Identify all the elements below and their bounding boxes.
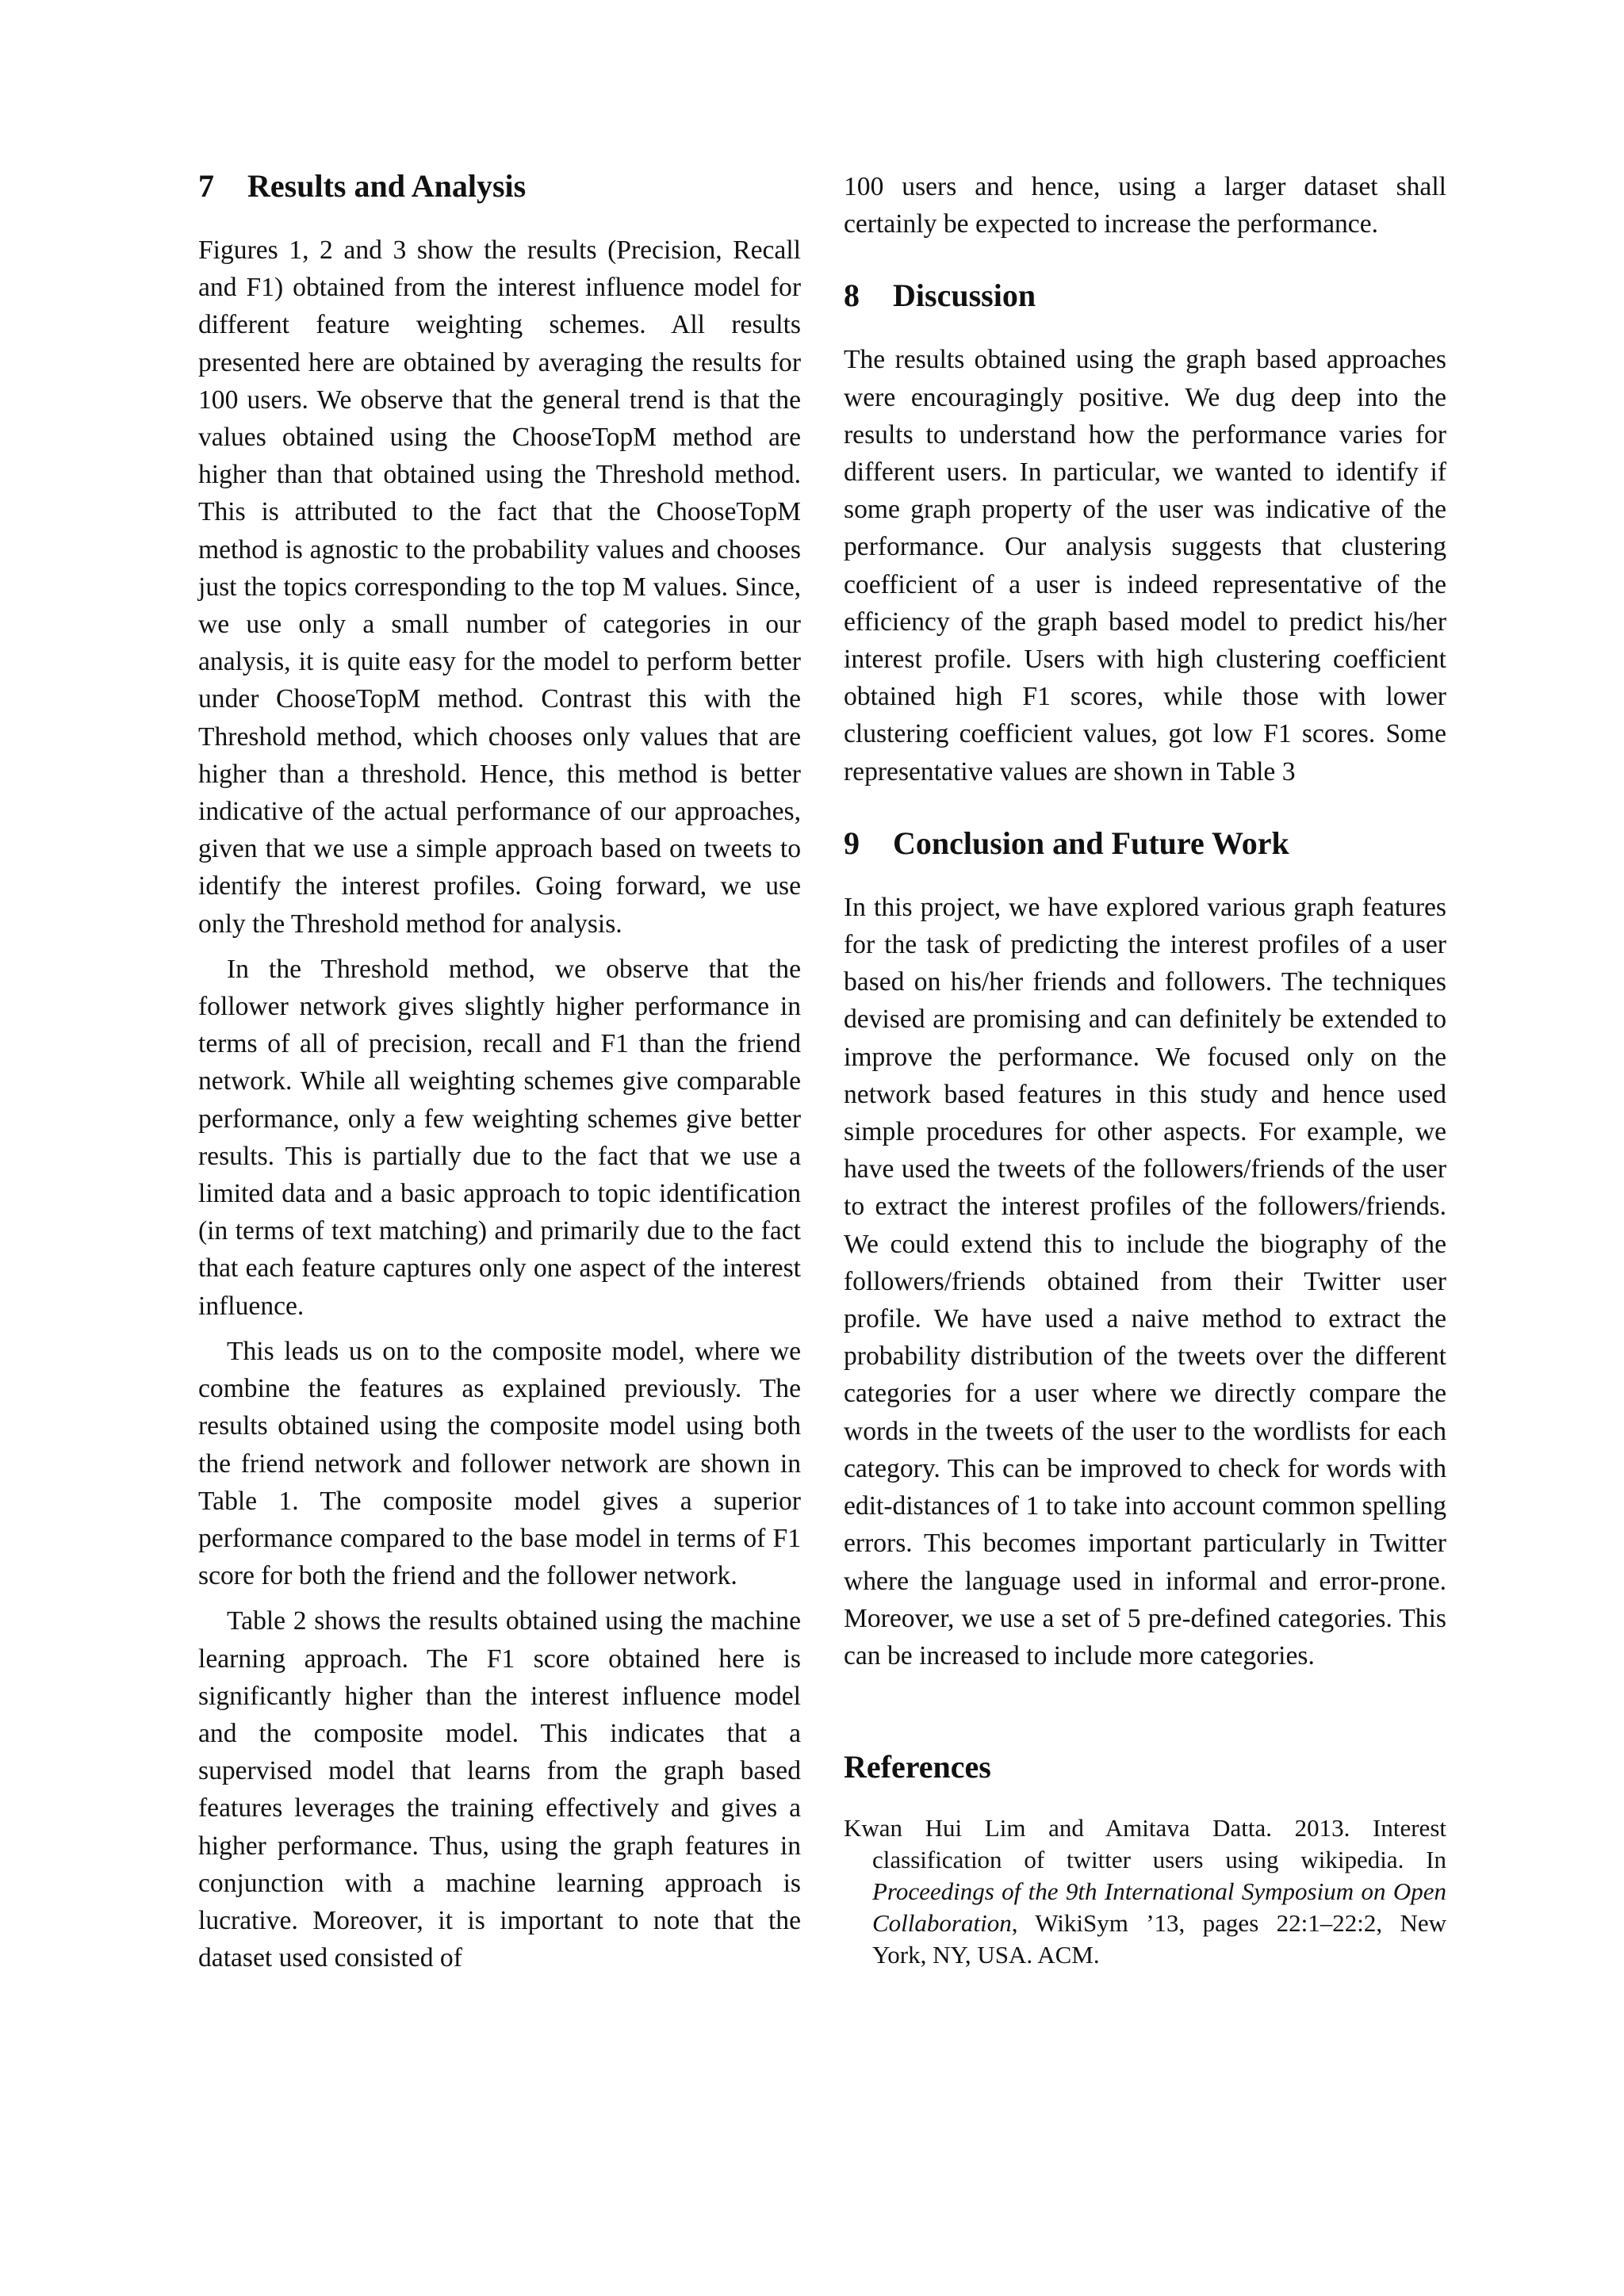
section-heading-discussion [844, 276, 1446, 316]
section-title: Conclusion and Future Work [893, 825, 1289, 861]
reference-item [844, 1812, 1446, 1971]
paragraph: In the Threshold method, we observe that the follower network gives slightly higher performance in terms of all of precision, recall and F1 than the friend network. While all weighting schemes give comparable performance, only a few weighting schemes give better results. This is partially due to the fact that we use a limited data and a basic approach to topic identification (in terms of text matching) and primarily due to the fact that each feature captures only one aspect of the interest influence. [198, 954, 801, 1321]
section-number: 7 [198, 168, 214, 204]
section-title: Results and Analysis [247, 168, 527, 204]
section-title: Discussion [893, 277, 1036, 314]
section-number: 9 [844, 825, 860, 861]
reference-details: , WikiSym ’13, pages 22:1–22:2, New York, NY, USA. ACM. [872, 1909, 1446, 1969]
paragraph: 100 users and hence, using a larger dataset shall certainly be expected to increase the performance. [844, 172, 1446, 239]
paragraph: This leads us on to the composite model, where we combine the features as explained previously. The results obtained using the composite model using both the friend network and follower network are shown in Table 1. The composite model gives a superior performance compared to the base model in terms of F1 score for both the friend and the follower network. [198, 1336, 801, 1591]
paragraph: In this project, we have explored various graph features for the task of predicting the interest profiles of a user based on his/her friends and followers. The techniques devised are promising and can definitely be extended to improve the performance. We focused only on the network based features in this study and hence used simple procedures for other aspects. For example, we have used the tweets of the followers/friends of the user to extract the interest profiles of the followers/friends. We could extend this to include the biography of the followers/friends obtained from their Twitter user profile. We have used a naive method to extract the probability distribution of the tweets over the different categories for a user where we directly compare the words in the tweets of the user to the wordlists for each category. This can be improved to check for words with edit-distances of 1 to take into account common spelling errors. This becomes important particularly in Twitter where the language used in informal and error-prone. Moreover, we use a set of 5 pre-defined categories. This can be increased to include more categories. [844, 892, 1446, 1670]
paragraph: The results obtained using the graph based approaches were encouragingly positive. We dug deep into the results to understand how the performance varies for different users. In particular, we wanted to identify if some graph property of the user was indicative of the performance. Our analysis suggests that clustering coefficient of a user is indeed representative of the efficiency of the graph based model to predict his/her interest profile. Users with high clustering coefficient obtained high F1 scores, while those with lower clustering coefficient values, got low F1 scores. Some representative values are shown in Table 3 [844, 345, 1446, 786]
reference-authors-year: Kwan Hui Lim and Amitava Datta. 2013. Interest classification of twitter users using wikipedia. In [844, 1814, 1446, 1874]
left-column [198, 166, 801, 1976]
section-number: 8 [844, 277, 860, 314]
right-column [844, 166, 1446, 1971]
paragraph: Table 2 shows the results obtained using the machine learning approach. The F1 score obtained here is significantly higher than the interest influence model and the composite model. This indicates that a supervised model that learns from the graph based features leverages the training effectively and gives a higher performance. Thus, using the graph features in conjunction with a machine learning approach is lucrative. Moreover, it is important to note that the dataset used consisted of [198, 1606, 801, 1973]
reference-venue: Proceedings of the 9th International Symposium on Open Collaboration [872, 1877, 1446, 1938]
section-heading-conclusion [844, 824, 1446, 863]
references-heading: References [844, 1749, 991, 1785]
section-heading-results [198, 166, 801, 206]
paragraph: Figures 1, 2 and 3 show the results (Precision, Recall and F1) obtained from the interest influence model for different feature weighting schemes. All results presented here are obtained by averaging the results for 100 users. We observe that the general trend is that the values obtained using the ChooseTopM method are higher than that obtained using the Threshold method. This is attributed to the fact that the ChooseTopM method is agnostic to the probability values and chooses just the topics corresponding to the top M values. Since, we use only a small number of categories in our analysis, it is quite easy for the model to perform better under ChooseTopM method. Contrast this with the Threshold method, which chooses only values that are higher than a threshold. Hence, this method is better indicative of the actual performance of our approaches, given that we use a simple approach based on tweets to identify the interest profiles. Going forward, we use only the Threshold method for analysis. [198, 235, 801, 939]
